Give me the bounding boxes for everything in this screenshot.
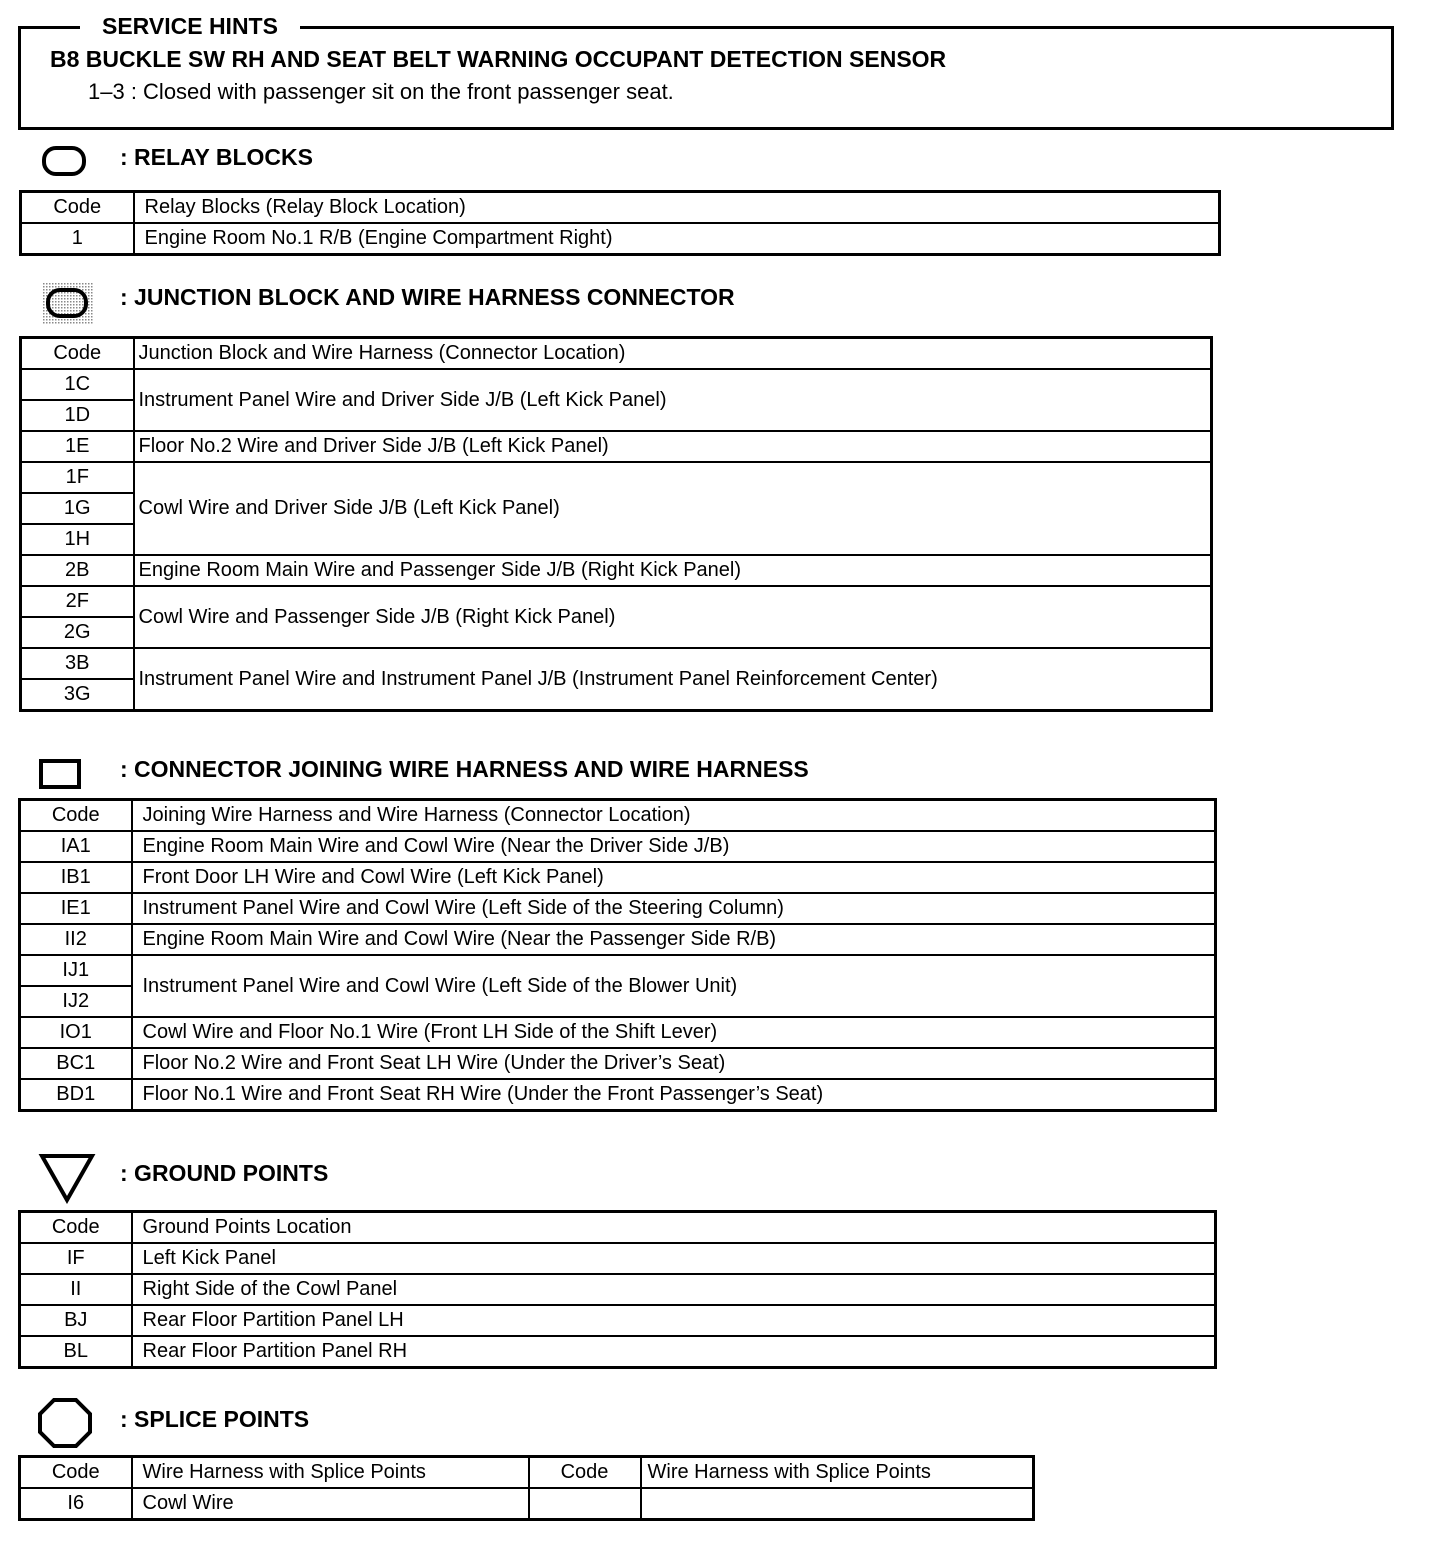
junction-blocks-table	[19, 336, 1213, 712]
connectors-table	[18, 798, 1217, 1112]
table-row	[20, 1488, 1034, 1520]
code-cell: IO1	[20, 1017, 132, 1048]
table-row	[21, 648, 1212, 679]
code-cell: 1E	[21, 431, 134, 462]
location-cell: Rear Floor Partition Panel LH	[132, 1305, 1216, 1336]
location-cell: Instrument Panel Wire and Driver Side J/B (Left Kick Panel)	[134, 369, 1212, 431]
code-cell: 1C	[21, 369, 134, 400]
code-cell: IA1	[20, 831, 132, 862]
table-row	[21, 586, 1212, 617]
location-cell: Rear Floor Partition Panel RH	[132, 1336, 1216, 1368]
column-header-code-2: Code	[529, 1457, 641, 1489]
relay-blocks-table	[19, 190, 1221, 256]
table-row	[20, 1079, 1216, 1111]
location-cell: Cowl Wire and Floor No.1 Wire (Front LH Side of the Shift Lever)	[132, 1017, 1216, 1048]
location-cell: Engine Room No.1 R/B (Engine Compartment Right)	[134, 223, 1220, 255]
table-row	[20, 1017, 1216, 1048]
table-row	[21, 369, 1212, 400]
code-cell: BD1	[20, 1079, 132, 1111]
location-cell: Instrument Panel Wire and Cowl Wire (Left Side of the Blower Unit)	[132, 955, 1216, 1017]
inverted-triangle-icon	[38, 1152, 96, 1204]
code-cell: 2G	[21, 617, 134, 648]
code-cell: I6	[20, 1488, 132, 1520]
table-header-row	[20, 1457, 1034, 1489]
code-cell: 1F	[21, 462, 134, 493]
code-cell: IF	[20, 1243, 132, 1274]
wire-harness-cell: Cowl Wire	[132, 1488, 529, 1520]
square-icon	[38, 756, 86, 792]
service-hints-detail: 1–3 : Closed with passenger sit on the front passenger seat.	[88, 79, 674, 104]
location-cell: Instrument Panel Wire and Instrument Panel J/B (Instrument Panel Reinforcement Center)	[134, 648, 1212, 711]
location-cell: Engine Room Main Wire and Cowl Wire (Near the Passenger Side R/B)	[132, 924, 1216, 955]
column-header-code: Code	[20, 800, 132, 832]
location-cell: Right Side of the Cowl Panel	[132, 1274, 1216, 1305]
table-row	[20, 1305, 1216, 1336]
splice-points-heading: : SPLICE POINTS	[120, 1406, 310, 1432]
code-cell: IJ1	[20, 955, 132, 986]
table-row	[20, 1048, 1216, 1079]
rounded-rect-icon	[40, 142, 90, 180]
code-cell: 1G	[21, 493, 134, 524]
code-cell: IE1	[20, 893, 132, 924]
column-header-location: Ground Points Location	[132, 1212, 1216, 1244]
column-header-location: Joining Wire Harness and Wire Harness (Connector Location)	[132, 800, 1216, 832]
connectors-heading: : CONNECTOR JOINING WIRE HARNESS AND WIRE HARNESS	[120, 756, 809, 782]
table-row	[21, 223, 1220, 255]
code-cell: BC1	[20, 1048, 132, 1079]
location-cell: Instrument Panel Wire and Cowl Wire (Left Side of the Steering Column)	[132, 893, 1216, 924]
code-cell: 1H	[21, 524, 134, 555]
table-row	[21, 555, 1212, 586]
table-header-row	[20, 800, 1216, 832]
table-row	[20, 893, 1216, 924]
shaded-rounded-rect-icon	[40, 280, 96, 326]
location-cell: Front Door LH Wire and Cowl Wire (Left Kick Panel)	[132, 862, 1216, 893]
code-cell: 1D	[21, 400, 134, 431]
location-cell: Cowl Wire and Passenger Side J/B (Right Kick Panel)	[134, 586, 1212, 648]
location-cell: Floor No.2 Wire and Front Seat LH Wire (Under the Driver’s Seat)	[132, 1048, 1216, 1079]
column-header-code: Code	[21, 192, 134, 224]
table-row	[20, 862, 1216, 893]
table-row	[21, 431, 1212, 462]
table-header-row	[20, 1212, 1216, 1244]
table-row	[20, 1336, 1216, 1368]
code-cell: IB1	[20, 862, 132, 893]
location-cell: Floor No.2 Wire and Driver Side J/B (Left Kick Panel)	[134, 431, 1212, 462]
table-row	[21, 462, 1212, 493]
column-header-wire-harness: Wire Harness with Splice Points	[132, 1457, 529, 1489]
junction-blocks-heading: : JUNCTION BLOCK AND WIRE HARNESS CONNECTOR	[120, 284, 735, 310]
location-cell: Floor No.1 Wire and Front Seat RH Wire (Under the Front Passenger’s Seat)	[132, 1079, 1216, 1111]
column-header-location: Junction Block and Wire Harness (Connector Location)	[134, 338, 1212, 370]
column-header-code: Code	[20, 1457, 132, 1489]
code-cell: II	[20, 1274, 132, 1305]
location-cell: Left Kick Panel	[132, 1243, 1216, 1274]
location-cell: Engine Room Main Wire and Cowl Wire (Near the Driver Side J/B)	[132, 831, 1216, 862]
code-cell: 2F	[21, 586, 134, 617]
table-row	[20, 831, 1216, 862]
table-header-row	[21, 192, 1220, 224]
column-header-code: Code	[20, 1212, 132, 1244]
code-cell-2	[529, 1488, 641, 1520]
location-cell: Engine Room Main Wire and Passenger Side J/B (Right Kick Panel)	[134, 555, 1212, 586]
code-cell: BJ	[20, 1305, 132, 1336]
code-cell: 3B	[21, 648, 134, 679]
table-row	[20, 955, 1216, 986]
service-hints-heading: B8 BUCKLE SW RH AND SEAT BELT WARNING OCCUPANT DETECTION SENSOR	[50, 46, 947, 72]
table-row	[20, 1274, 1216, 1305]
code-cell: BL	[20, 1336, 132, 1368]
code-cell: 3G	[21, 679, 134, 711]
wire-harness-cell-2	[641, 1488, 1034, 1520]
splice-points-table	[18, 1455, 1035, 1521]
column-header-code: Code	[21, 338, 134, 370]
relay-blocks-heading: : RELAY BLOCKS	[120, 144, 313, 170]
code-cell: IJ2	[20, 986, 132, 1017]
table-row	[20, 1243, 1216, 1274]
table-row	[20, 924, 1216, 955]
code-cell: 1	[21, 223, 134, 255]
code-cell: 2B	[21, 555, 134, 586]
column-header-location: Relay Blocks (Relay Block Location)	[134, 192, 1220, 224]
ground-points-heading: : GROUND POINTS	[120, 1160, 329, 1186]
service-hints-title: SERVICE HINTS	[80, 10, 300, 42]
octagon-icon	[36, 1396, 94, 1450]
code-cell: II2	[20, 924, 132, 955]
location-cell: Cowl Wire and Driver Side J/B (Left Kick Panel)	[134, 462, 1212, 555]
ground-points-table	[18, 1210, 1217, 1369]
table-header-row	[21, 338, 1212, 370]
column-header-wire-harness-2: Wire Harness with Splice Points	[641, 1457, 1034, 1489]
